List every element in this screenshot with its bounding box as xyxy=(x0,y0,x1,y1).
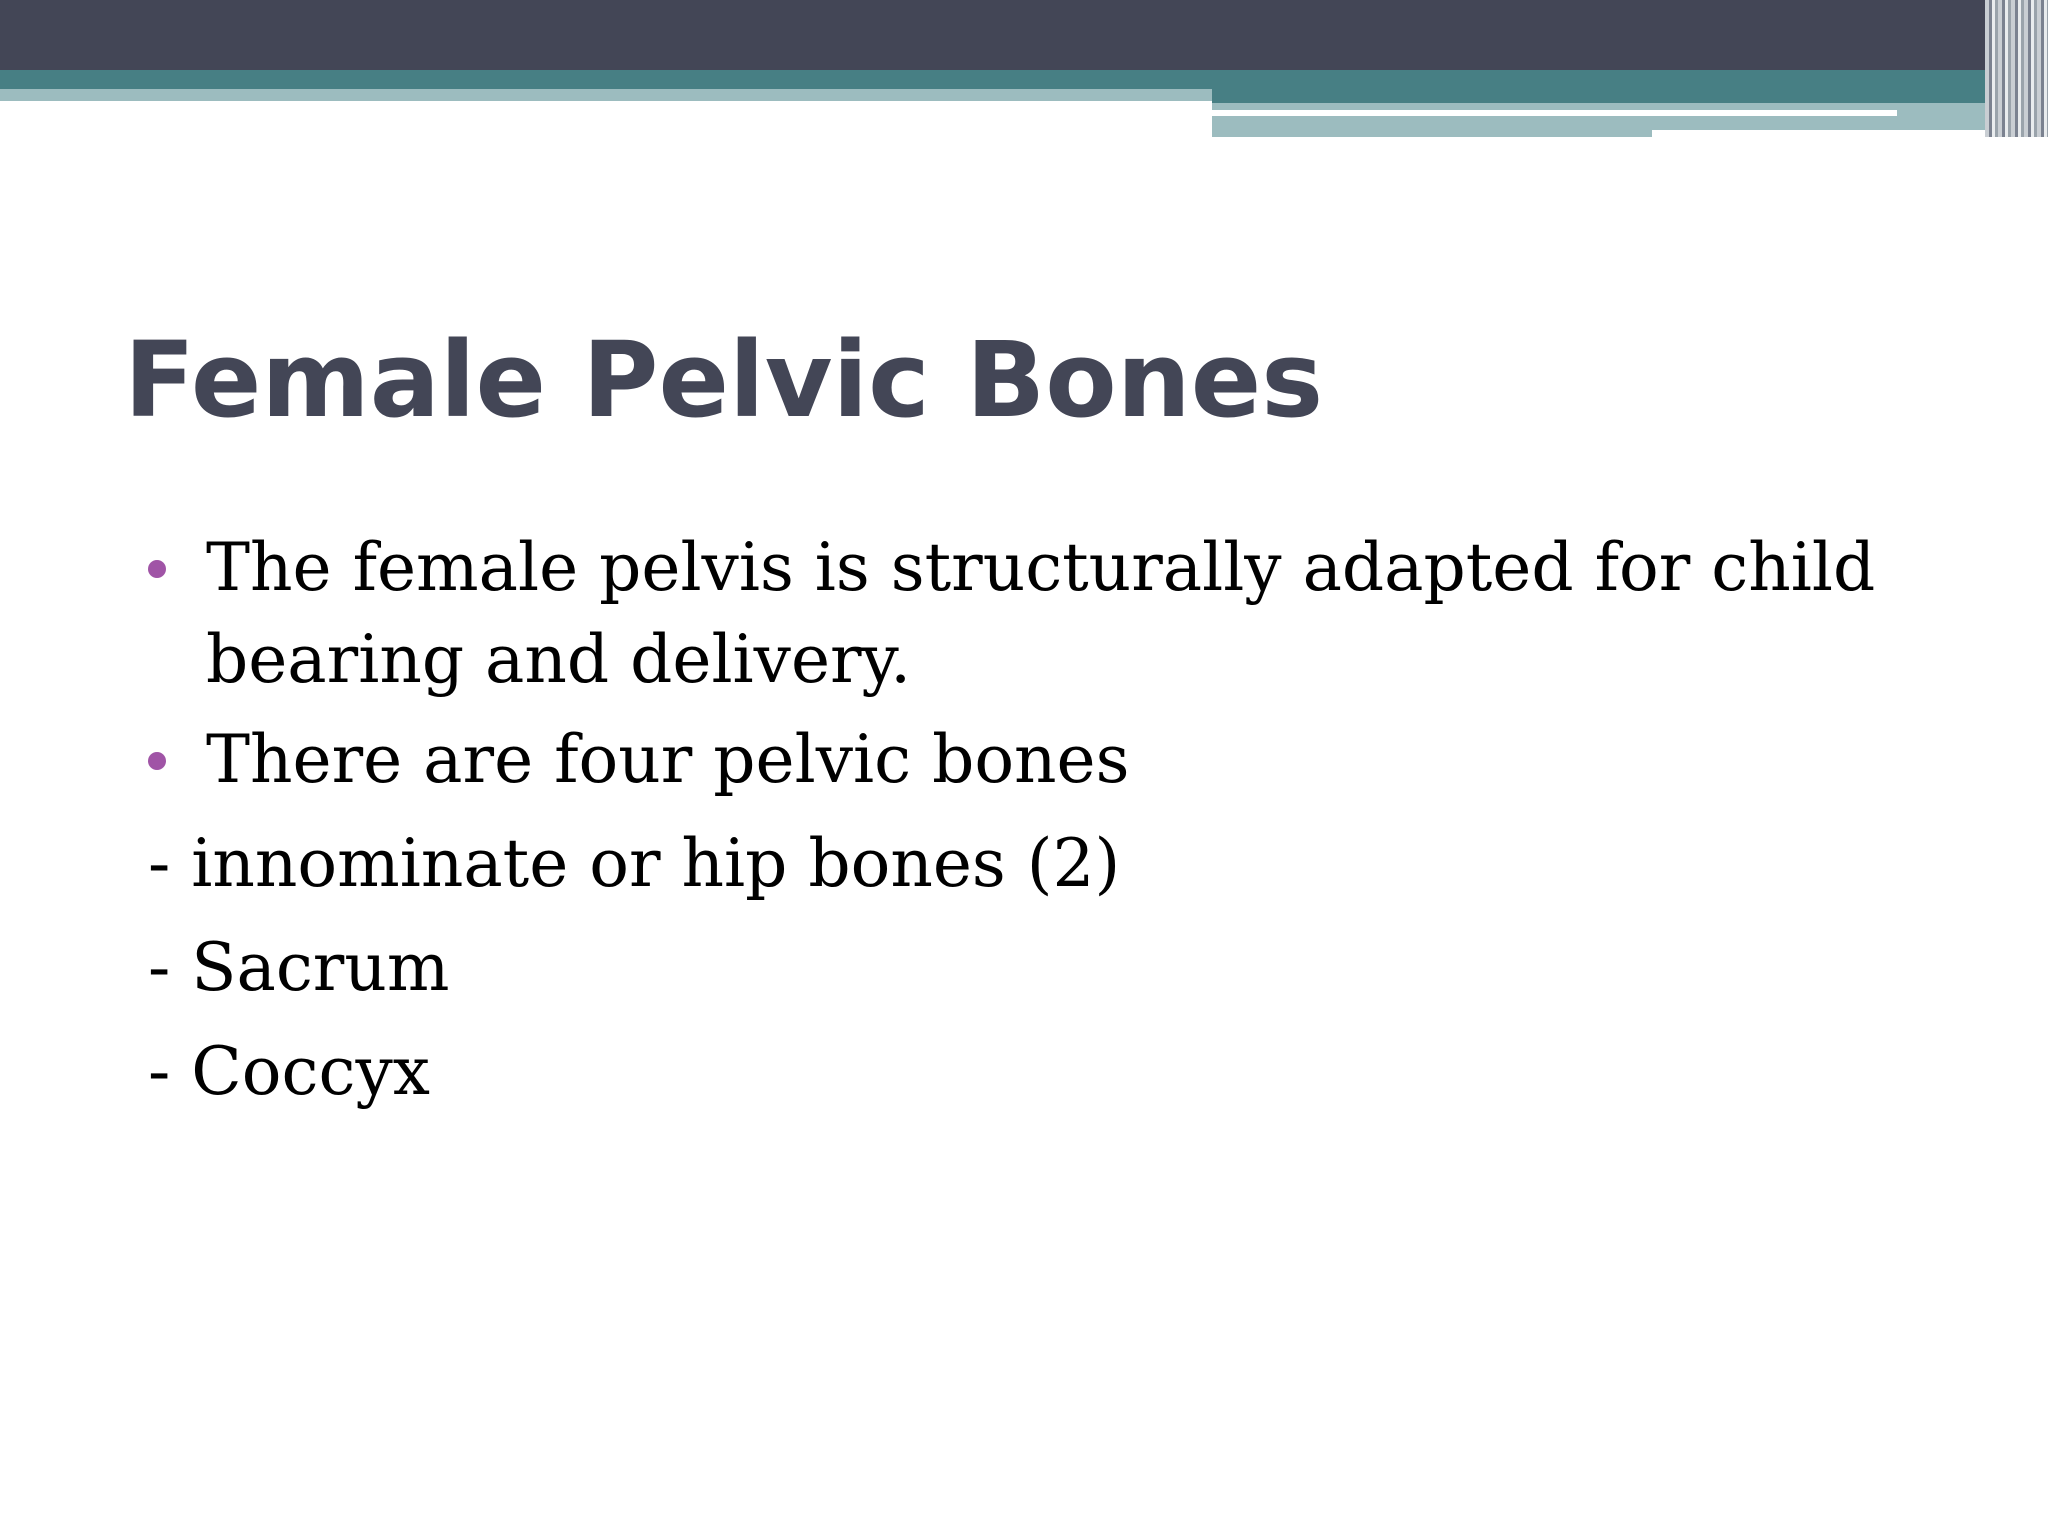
header-stripes xyxy=(1985,0,2048,137)
sub-item: - innominate or hip bones (2) xyxy=(148,825,1121,902)
header-bar-dark xyxy=(0,0,2048,70)
bullet-dot-icon xyxy=(148,560,166,578)
header-bar-light-left xyxy=(0,89,1212,101)
bullet-item xyxy=(148,522,1968,706)
bullet-dot-icon xyxy=(148,752,166,770)
header-bar-teal xyxy=(0,70,2048,89)
slide-body xyxy=(148,522,1968,1118)
slide-title: Female Pelvic Bones xyxy=(124,319,1324,441)
bullet-text: There are four pelvic bones xyxy=(206,721,1130,798)
bullet-text: The female pelvis is structurally adapted for child bearing and delivery. xyxy=(206,529,1876,698)
sub-item: - Sacrum xyxy=(148,929,450,1006)
bullet-item xyxy=(148,714,1968,806)
sub-item: - Coccyx xyxy=(148,1033,430,1110)
header-bar-teal-right xyxy=(1212,89,2048,103)
header-accent-line xyxy=(1212,110,1897,116)
